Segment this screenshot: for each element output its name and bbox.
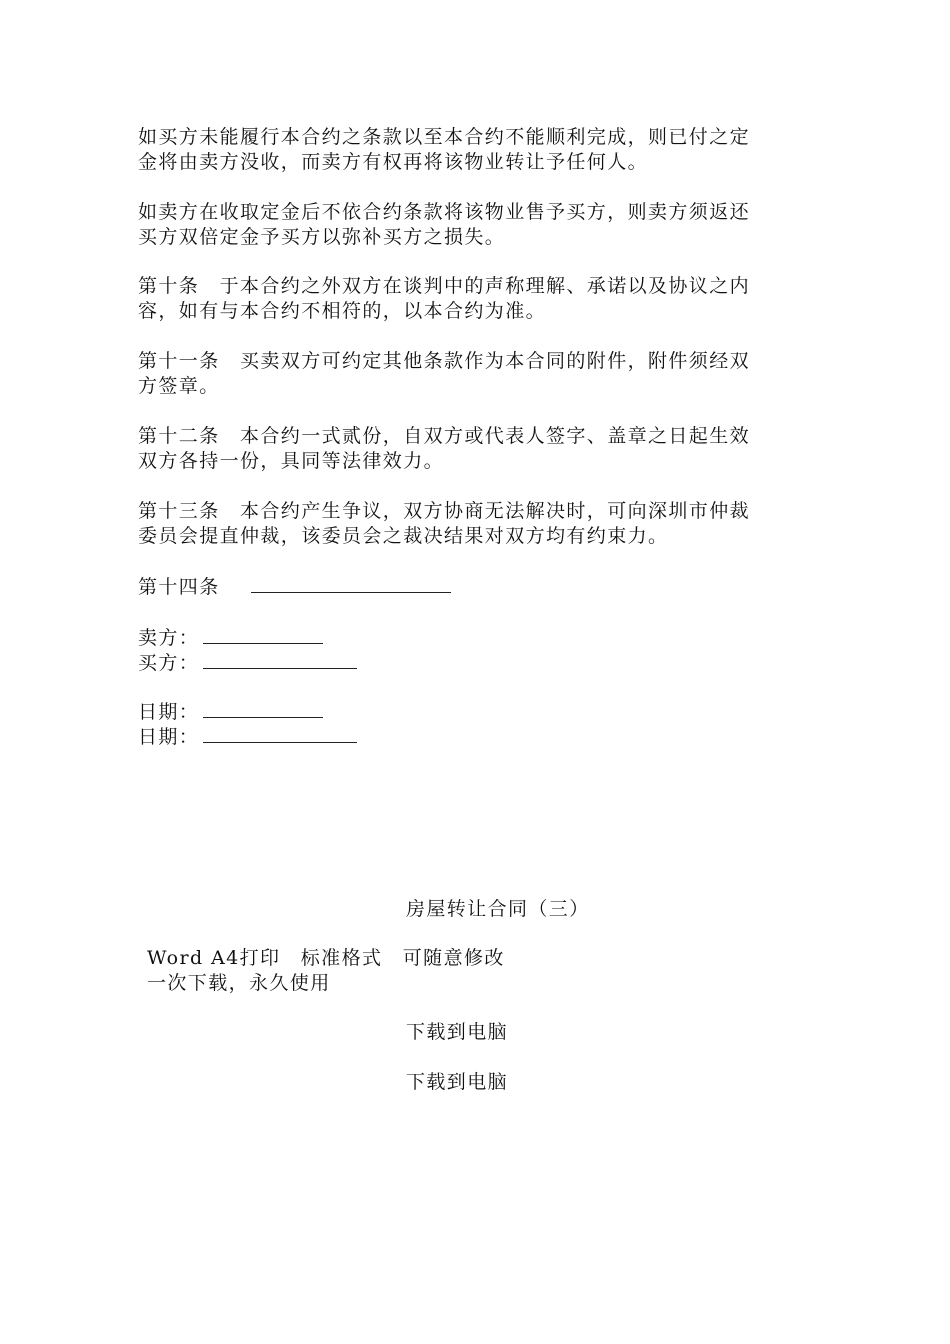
date-1 — [138, 699, 323, 725]
clause-14 — [138, 574, 451, 600]
clause-line: 第十条 于本合约之外双方在谈判中的声称理解、承诺以及协议之内 — [138, 275, 751, 297]
clause-line: 如卖方在收取定金后不依合约条款将该物业售予买方，则卖方须返还 — [138, 201, 751, 223]
clause-line: 金将由卖方没收，而卖方有权再将该物业转让予任何人。 — [138, 151, 649, 173]
seller-blank — [203, 625, 323, 644]
buyer-signature — [138, 650, 357, 676]
clause-line: 容，如有与本合约不相符的，以本合约为准。 — [138, 300, 547, 322]
date-2-label: 日期： — [138, 726, 200, 748]
date-2 — [138, 724, 357, 750]
date-1-blank — [203, 699, 323, 718]
clause-14-blank — [251, 574, 451, 593]
clause-line: 第十二条 本合约一式贰份，自双方或代表人签字、盖章之日起生效 — [138, 425, 751, 447]
clause-paragraph — [138, 200, 814, 250]
clause-line: 方签章。 — [138, 375, 220, 397]
buyer-label: 买方： — [138, 652, 200, 674]
promo-line-2: 一次下载，永久使用 — [147, 972, 331, 994]
clause-10 — [138, 274, 814, 324]
clause-line: 买方双倍定金予买方以弥补买方之损失。 — [138, 226, 506, 248]
clause-line: 第十一条 买卖双方可约定其他条款作为本合同的附件，附件须经双 — [138, 350, 751, 372]
date-1-label: 日期： — [138, 701, 200, 723]
buyer-blank — [203, 650, 357, 669]
clause-13 — [138, 499, 814, 549]
clause-line: 第十三条 本合约产生争议，双方协商无法解决时，可向深圳市仲裁 — [138, 500, 751, 522]
clause-line: 双方各持一份，具同等法律效力。 — [138, 450, 445, 472]
clause-paragraph — [138, 125, 814, 175]
download-link[interactable]: 下载到电脑 — [406, 1021, 509, 1043]
clause-line: 委员会提直仲裁，该委员会之裁决结果对双方均有约束力。 — [138, 525, 669, 547]
clause-line: 如买方未能履行本合约之条款以至本合约不能顺利完成，则已付之定 — [138, 126, 751, 148]
seller-signature — [138, 625, 323, 651]
date-2-blank — [203, 724, 357, 743]
clause-12 — [138, 424, 814, 474]
download-link[interactable]: 下载到电脑 — [406, 1071, 509, 1093]
seller-label: 卖方： — [138, 627, 200, 649]
document-title: 房屋转让合同（三） — [406, 898, 590, 920]
clause-11 — [138, 349, 814, 399]
promo-line-1: Word A4打印 标准格式 可随意修改 — [147, 947, 505, 969]
clause-14-label: 第十四条 — [138, 576, 220, 598]
